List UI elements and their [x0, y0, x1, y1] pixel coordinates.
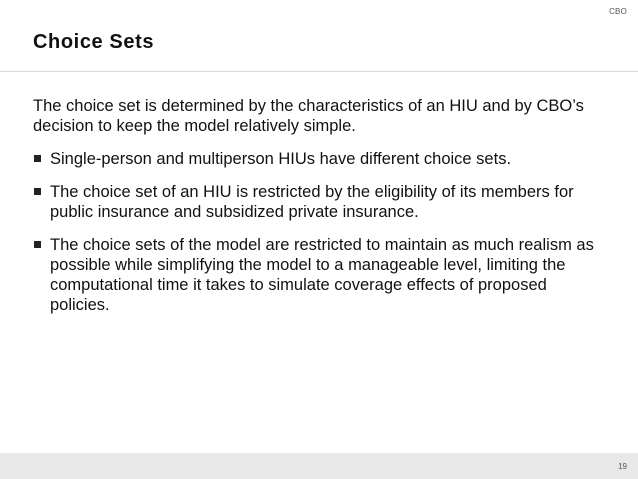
footer-bar: [0, 453, 638, 479]
slide-title: Choice Sets: [33, 31, 155, 53]
bullet-item: [33, 235, 603, 315]
intro-paragraph: The choice set is determined by the characteristics of an HIU and by CBO’s decision to keep the model relatively simple.: [33, 97, 584, 135]
bullet-item: [33, 182, 603, 222]
title-divider: [0, 71, 638, 72]
bullet-text: Single-person and multiperson HIUs have different choice sets.: [50, 150, 512, 168]
square-bullet-icon: [34, 241, 41, 248]
bullet-item: [33, 149, 603, 169]
bullet-text: The choice sets of the model are restricted to maintain as much realism as possible while simplifying the model to a manageable level, limiting the computational time it takes to simulate coverage effects of proposed policies.: [50, 236, 594, 314]
square-bullet-icon: [34, 155, 41, 162]
cbo-logo: CBO: [609, 7, 627, 16]
square-bullet-icon: [34, 188, 41, 195]
bullet-text: The choice set of an HIU is restricted by the eligibility of its members for public insurance and subsidized private insurance.: [50, 183, 574, 221]
bullet-list: [33, 149, 603, 315]
slide-body: [33, 96, 603, 328]
page-number: 19: [618, 462, 627, 471]
